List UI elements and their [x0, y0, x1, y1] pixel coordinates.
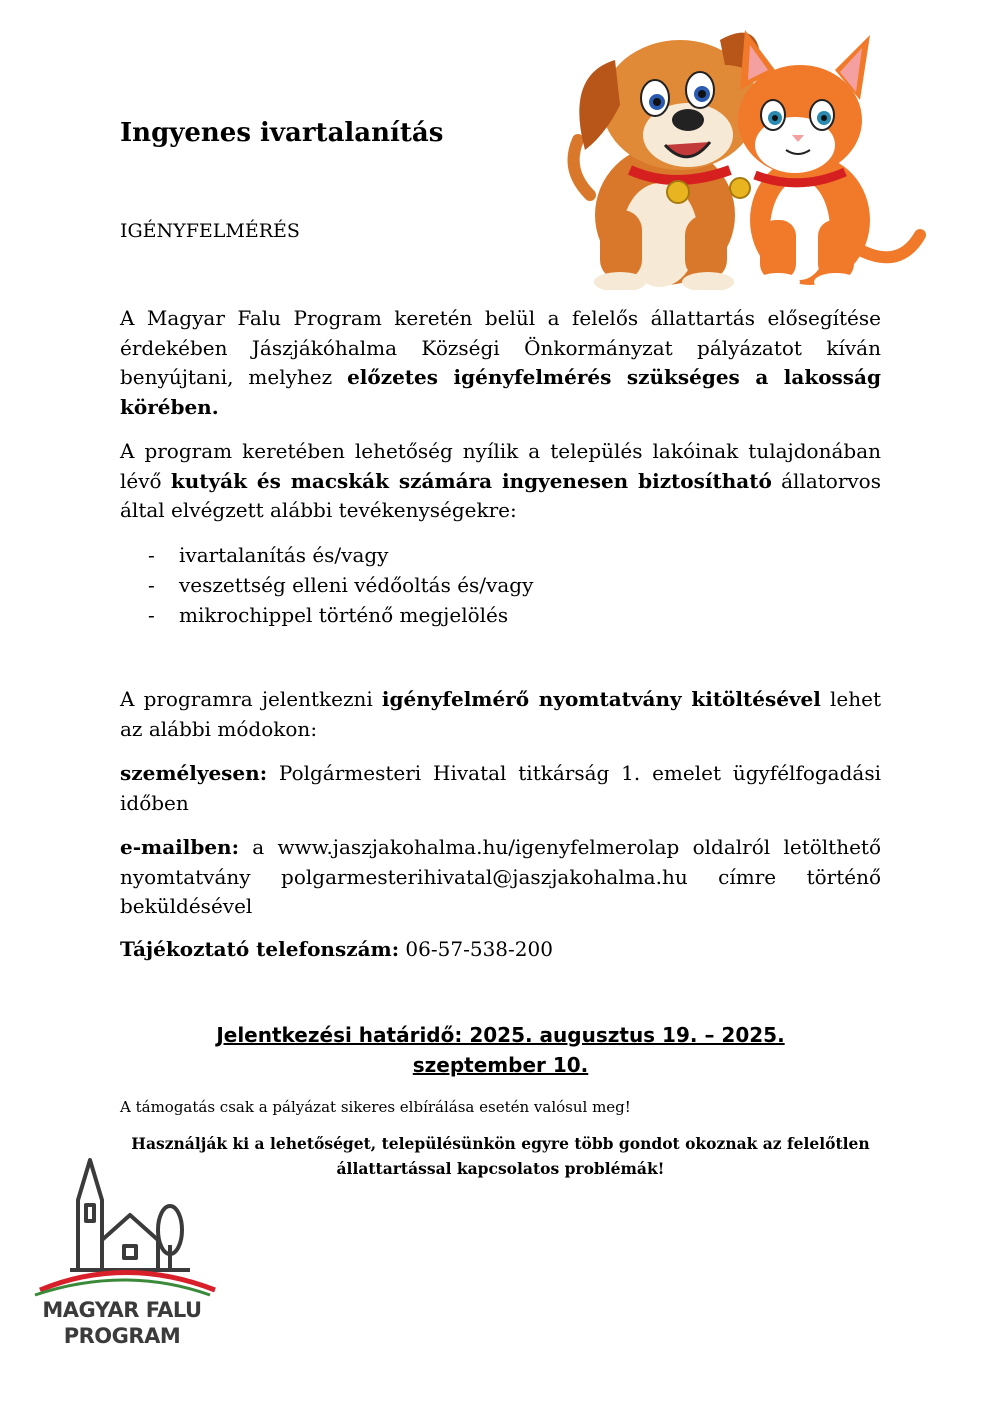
paragraph-apply: [120, 685, 881, 744]
paragraph-phone: [120, 935, 881, 965]
in-person-label: személyesen:: [120, 761, 268, 785]
apply-text-2: lehet az alábbi módokon:: [120, 687, 881, 741]
list-dash: -: [148, 603, 155, 627]
list-item: [148, 570, 533, 600]
list-item-text: veszettség elleni védőoltás és/vagy: [179, 573, 534, 597]
intro-bold: előzetes igényfelmérés szükséges a lakosság körében.: [120, 365, 882, 419]
intro-text: A Magyar Falu Program keretén belül a felelős állattartás elősegítése érdekében Jászjákóhalma Községi Önkormányzat pályázatot kíván benyújtani, melyhez: [120, 306, 881, 389]
list-item-text: mikrochippel történő megjelölés: [179, 603, 509, 627]
program-text-1: A program keretében lehetőség nyílik a település lakóinak tulajdonában lévő: [120, 439, 881, 493]
paragraph-in-person: [120, 759, 881, 818]
deadline-line-2: szeptember 10.: [412, 1053, 589, 1077]
page-title: Ingyenes ivartalanítás: [120, 118, 444, 148]
phone-number: 06-57-538-200: [399, 937, 553, 961]
paragraph-email: [120, 833, 881, 922]
closing-appeal: Használják ki a lehetőséget, településünkön egyre több gondot okoznak az felelőtlen állattartással kapcsolatos problémák!: [131, 1134, 870, 1178]
list-item-text: ivartalanítás és/vagy: [179, 543, 389, 567]
dog-and-cat-illustration: [560, 20, 930, 290]
list-item: [148, 540, 533, 570]
support-note: A támogatás csak a pályázat sikeres elbírálása esetén valósul meg!: [120, 1098, 631, 1116]
phone-label: Tájékoztató telefonszám:: [120, 937, 400, 961]
email-label: e-mailben:: [120, 835, 239, 859]
apply-text-1: A programra jelentkezni: [120, 687, 382, 711]
in-person-text: Polgármesteri Hivatal titkárság 1. emelet ügyfélfogadási időben: [120, 761, 881, 815]
deadline: [120, 1020, 881, 1080]
apply-bold: igényfelmérő nyomtatvány kitöltésével: [381, 687, 821, 711]
paragraph-program: [120, 437, 881, 526]
cat-icon: [730, 30, 920, 290]
program-text-2: állatorvos által elvégzett alábbi tevékenységekre:: [120, 468, 881, 522]
list-dash: -: [148, 573, 155, 597]
deadline-line-1: Jelentkezési határidő: 2025. augusztus 19. – 2025.: [216, 1023, 785, 1047]
logo-text-line-2: PROGRAM: [63, 1324, 181, 1348]
list-dash: -: [148, 543, 155, 567]
list-item: [148, 600, 533, 630]
subtitle: IGÉNYFELMÉRÉS: [120, 220, 300, 242]
program-bold: kutyák és macskák számára ingyenesen biztosítható: [170, 468, 772, 493]
email-text: a www.jaszjakohalma.hu/igenyfelmerolap oldalról letölthető nyomtatvány polgarmesterihivatal@jaszjakohalma.hu címre történő beküldésével: [120, 835, 881, 918]
dog-icon: [574, 33, 761, 290]
paragraph-intro: [120, 304, 881, 422]
service-list: [148, 540, 533, 630]
logo-text-line-1: MAGYAR FALU: [42, 1298, 202, 1322]
